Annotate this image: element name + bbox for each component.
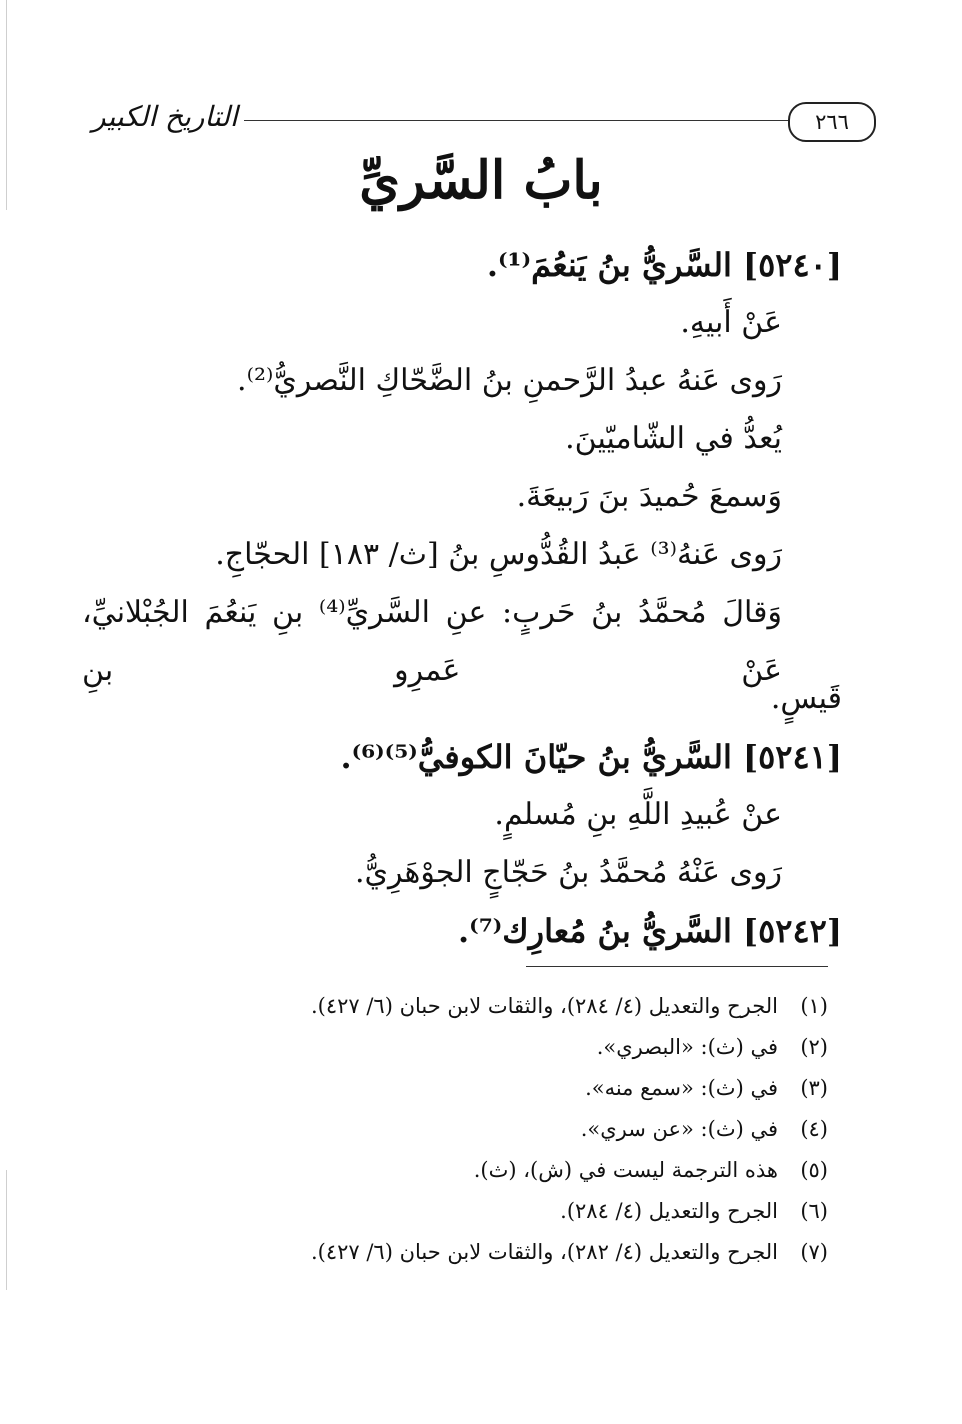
entry-heading: [٥٢٤١] السَّريُّ بنُ حيّانَ الكوفيُّ⁽⁵⁾⁽⁶⁾. [340,738,842,776]
footnote-text: الجرح والتعديل (٤/ ٢٨٤). [560,1199,778,1223]
footnote [180,1191,828,1232]
footnote-text: في (ث): «البصري». [596,1035,778,1059]
body-line: وَقالَ مُحمَّدُ بنُ حَربٍ: عنِ السَّريِّ⁽⁴⁾ بنِ يَنعُمَ الجُبْلانيِّ، عَنْ عَمرِو بنِ [82,595,782,688]
footnote-number: (٦) [800,1199,828,1223]
body-text [82,236,842,960]
footnote-text: الجرح والتعديل (٤/ ٢٨٤)، والثقات لابن حبان (٦/ ٤٢٧). [310,994,778,1018]
body-line: يُعدُّ في الشّاميّينَ. [565,421,782,456]
body-line: عنْ عُبيدِ اللَّهِ بنِ مُسلمٍ. [494,797,782,832]
footnote-number: (٤) [800,1117,828,1141]
page-number: ٢٦٦ [788,102,876,142]
body-line: رَوى عَنْهُ مُحمَّدُ بنُ حَجّاجٍ الجوْهَرِيُّ. [354,855,782,890]
footnote [180,1027,828,1068]
body-line: رَوى عَنهُ عبدُ الرَّحمنِ بنُ الضَّحّاكِ النَّصريُّ⁽²⁾. [237,363,782,398]
chapter-title: بابُ السَّريِّ [359,150,603,211]
footnote-number: (٧) [800,1240,828,1264]
footnote-text: في (ث): «سمع منه». [585,1076,778,1100]
footnote-number: (٥) [800,1158,828,1182]
body-line: عَنْ أَبيهِ. [680,305,782,340]
footnote-number: (٣) [800,1076,828,1100]
footnote-rule [526,966,828,967]
body-line: وَسمعَ حُميدَ بنَ رَبيعَةَ. [516,479,782,514]
footnote-number: (١) [800,994,828,1018]
entry-heading: [٥٢٤٢] السَّريُّ بنُ مُعارِك⁽⁷⁾. [458,912,842,950]
footnote-number: (٢) [800,1035,828,1059]
body-line: رَوى عَنهُ⁽³⁾ عَبدُ القُدُّوسِ بنُ [ث/ ١٨٣] الحجّاجِ. [215,537,782,572]
page-edge-line [6,1170,7,1290]
header-rule [238,120,798,121]
footnote [180,1150,828,1191]
entry-heading: [٥٢٤٠] السَّريُّ بنُ يَنعُمَ⁽¹⁾. [486,246,842,284]
footnote [180,1068,828,1109]
running-header [86,96,876,144]
footnote [180,1232,828,1273]
footnote [180,986,828,1027]
footnotes [180,986,828,1273]
footnote-text: الجرح والتعديل (٤/ ٢٨٢)، والثقات لابن حبان (٦/ ٤٢٧). [310,1240,778,1264]
body-line: قَيسٍ. [770,681,842,716]
footnote-text: هذه الترجمة ليست في (ش)، (ث). [473,1158,778,1182]
book-title: التاريخ الكبير [86,100,244,133]
footnote-text: في (ث): «عن سري». [580,1117,778,1141]
footnote [180,1109,828,1150]
